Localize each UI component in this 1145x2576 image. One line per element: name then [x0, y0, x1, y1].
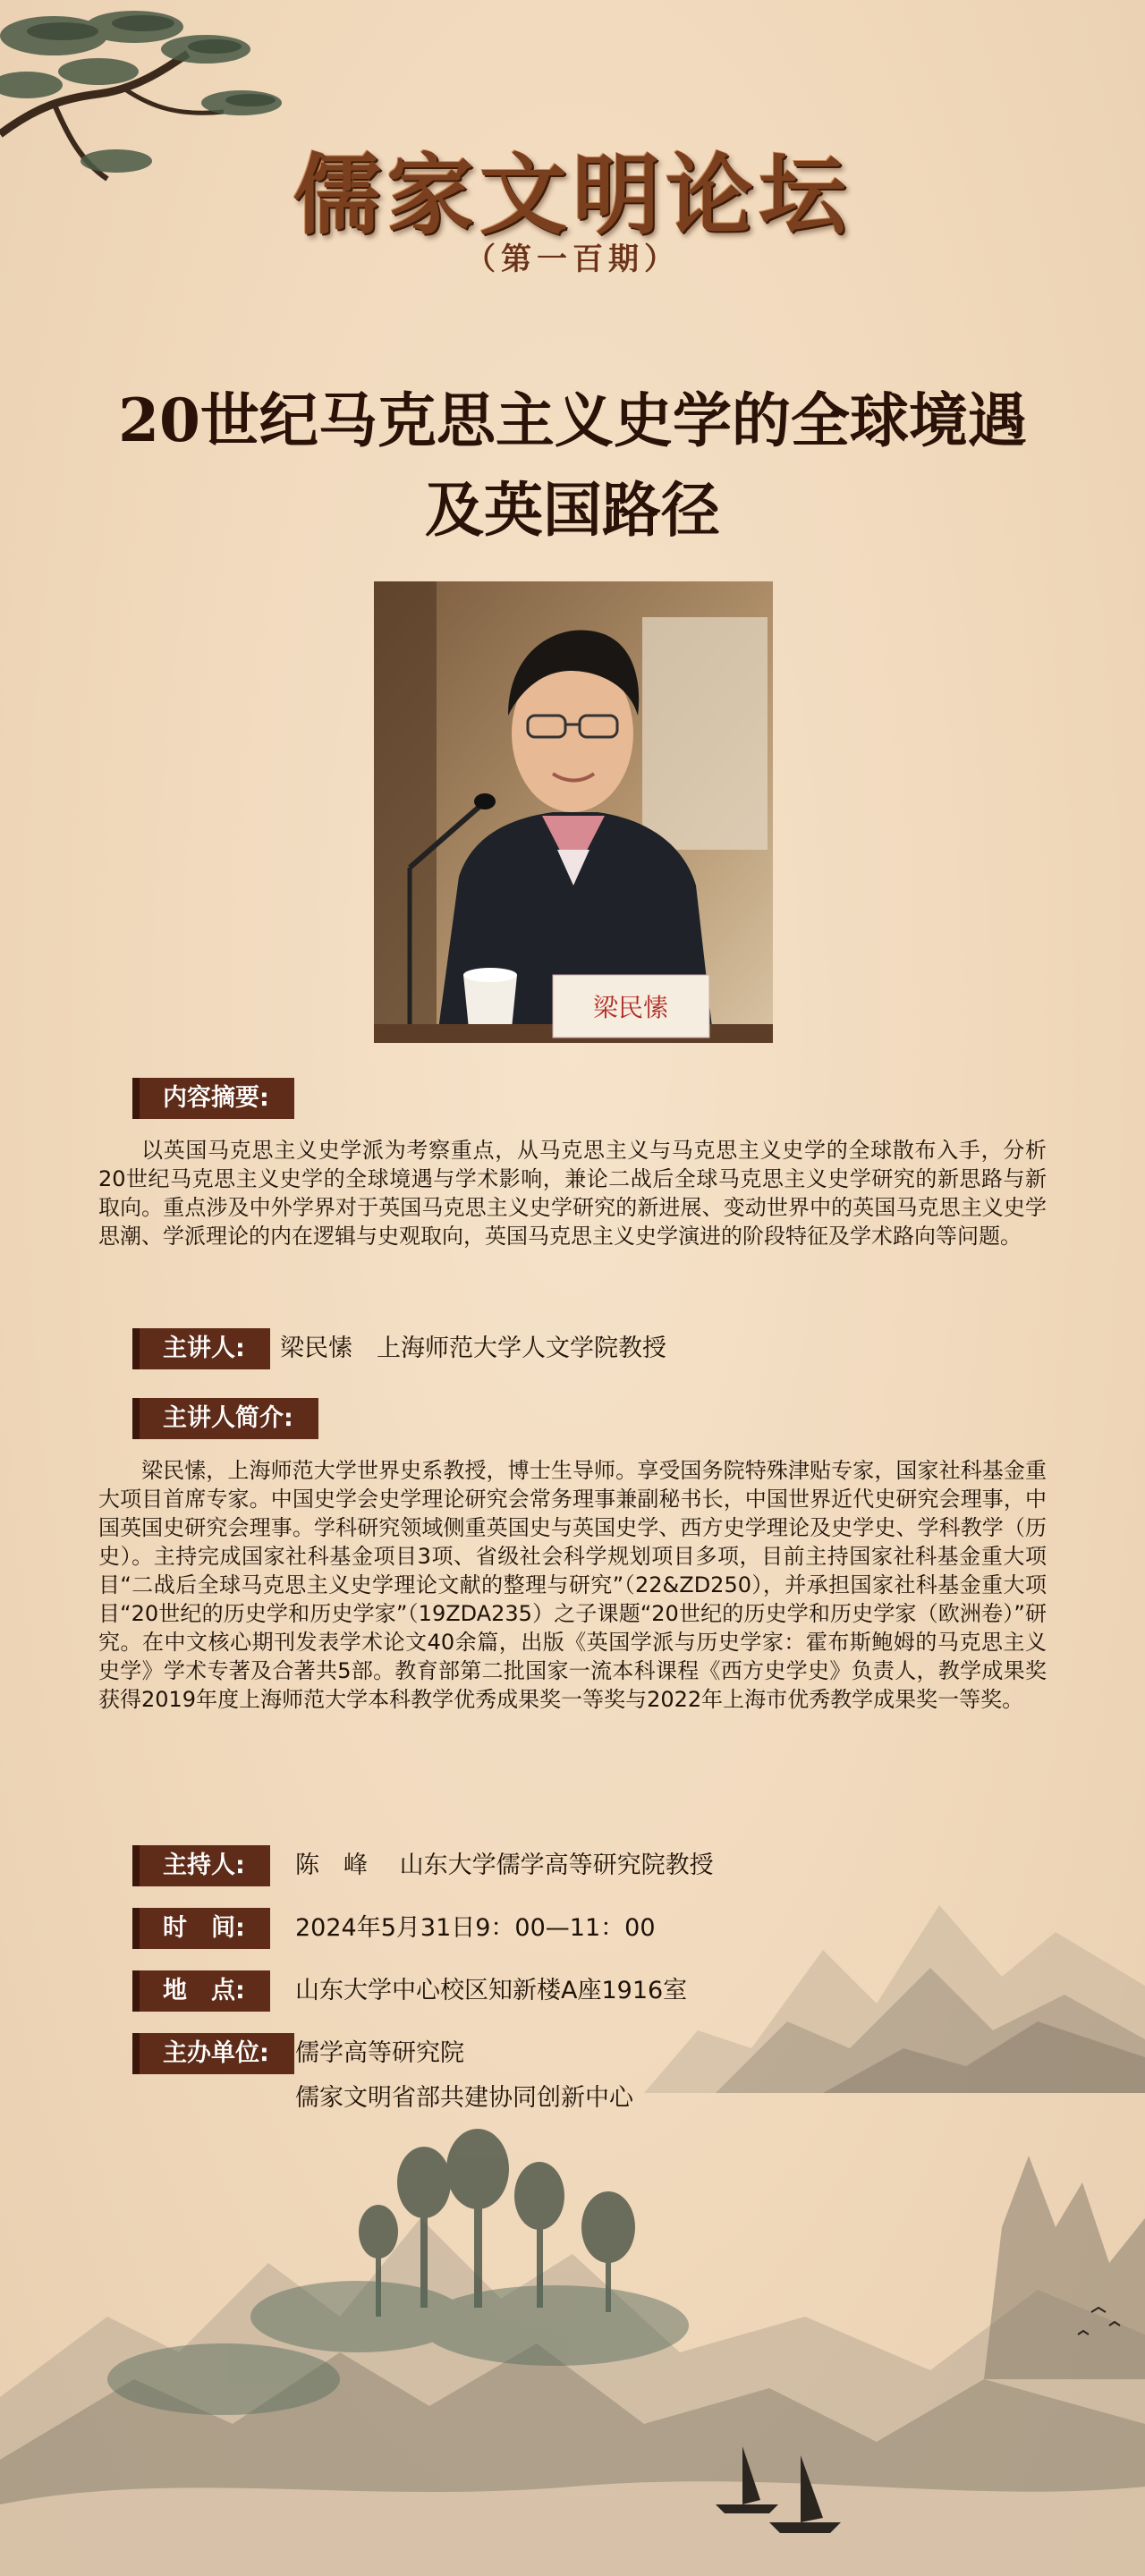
bio-label: 主讲人简介: — [132, 1398, 318, 1439]
speaker-value: 梁民愫 上海师范大学人文学院教授 — [280, 1335, 666, 1362]
host-value: 陈 峰 山东大学儒学高等研究院教授 — [295, 1852, 714, 1879]
venue-label: 地 点: — [132, 1970, 270, 2012]
talk-title-line-1: 20世纪马克思主义史学的全球境遇 — [118, 386, 1027, 455]
bio-text: 梁民愫，上海师范大学世界史系教授，博士生导师。享受国务院特殊津贴专家，国家社科基金重大项目首席专家。中国史学会史学理论研究会常务理事兼副秘书长，中国世界近代史研究会理事，中国英国史研究会理事。学科研究领域侧重英国史与英国史学、西方史学理论及史学史、学科教学（历史）。主持完成国家社科基金项目3项、省级社会科学规划项目多项，目前主持国家社科基金重大项目“二战后全球马克思主义史学理论文献的整理与研究”（22&ZD250），并承担国家社科基金重大项目“20世纪的历史学和历史学家”（19ZDA235）之子课题“20世纪的历史学和历史学家（欧洲卷）”研究。在中文核心期刊发表学术论文40余篇，出版《英国学派与历史学家：霍布斯鲍姆的马克思主义史学》学术专著及合著共5部。教育部第二批国家一流本科课程《西方史学史》负责人，教学成果奖获得2019年度上海师范大学本科教学优秀成果奖一等奖与2022年上海市优秀教学成果奖一等奖。 — [98, 1458, 1047, 1712]
organizer-line-2: 儒家文明省部共建协同创新中心 — [295, 2084, 633, 2112]
mountain-landscape-icon — [644, 1825, 1145, 2093]
venue-value: 山东大学中心校区知新楼A座1916室 — [295, 1977, 688, 2004]
organizer-line-1: 儒学高等研究院 — [295, 2039, 464, 2067]
organizer-label: 主办单位: — [132, 2033, 294, 2074]
speaker-portrait-icon — [374, 581, 773, 1043]
nameplate-text: 梁民愫 — [592, 993, 669, 1022]
landscape-painting-icon — [0, 2084, 1145, 2576]
talk-title — [54, 376, 1091, 555]
abstract-text: 以英国马克思主义史学派为考察重点，从马克思主义与马克思主义史学的全球散布入手，分析20世纪马克思主义史学的全球境遇与学术影响，兼论二战后全球马克思主义史学研究的新思路与新取向。重点涉及中外学界对于英国马克思主义史学研究的新进展、变动世界中的英国马克思主义史学思潮、学派理论的内在逻辑与史观取向，英国马克思主义史学演进的阶段特征及学术路向等问题。 — [98, 1138, 1047, 1249]
talk-title-line-2: 及英国路径 — [425, 475, 720, 545]
host-label: 主持人: — [132, 1845, 270, 1886]
abstract-label: 内容摘要: — [132, 1078, 294, 1119]
forum-title: 儒家文明论坛 — [293, 144, 852, 247]
speaker-label: 主讲人: — [132, 1328, 270, 1369]
issue-number: （第一百期） — [465, 242, 680, 277]
speaker-photo — [374, 581, 773, 1043]
time-label: 时 间: — [132, 1908, 270, 1949]
time-value: 2024年5月31日9：00—11：00 — [295, 1914, 656, 1942]
